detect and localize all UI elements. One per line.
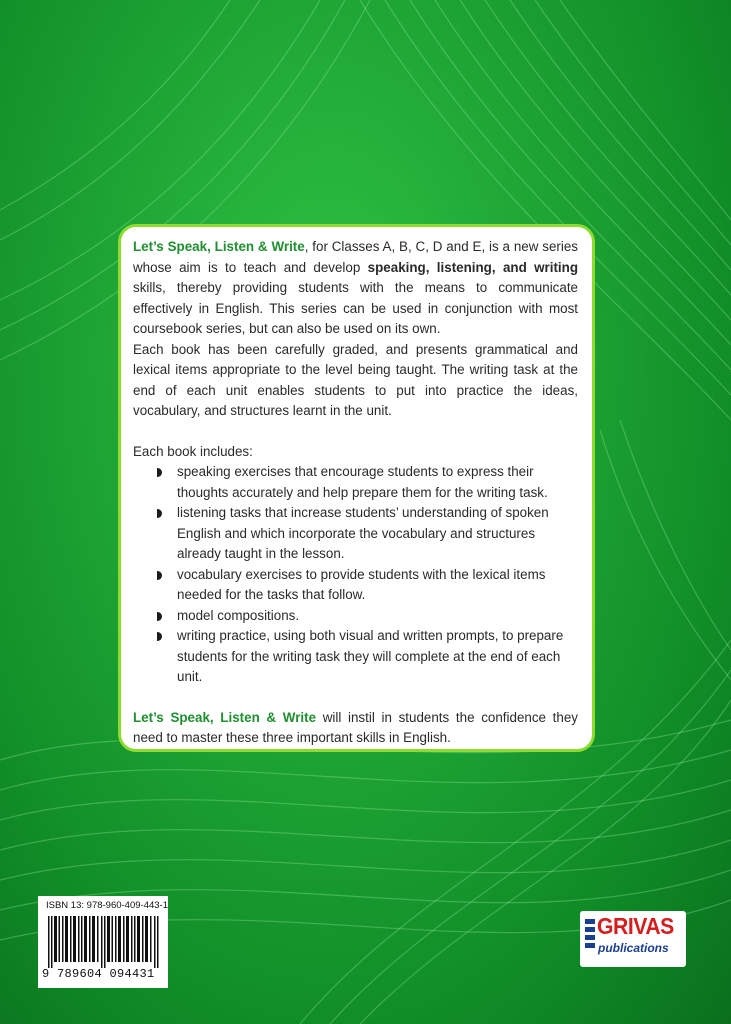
isbn-barcode-box bbox=[38, 896, 168, 988]
skills-bold: speaking, listening, and writing bbox=[367, 259, 578, 275]
list-item: writing practice, using both visual and written prompts, to prepare students for the writing task they will complete at the end of each unit. bbox=[157, 626, 578, 688]
includes-heading: Each book includes: bbox=[133, 443, 253, 459]
bullet-icon bbox=[157, 509, 162, 518]
publisher-mark-icon bbox=[585, 919, 597, 953]
intro-paragraph: Let’s Speak, Listen & Write, for Classes A, B, C, D and E, is a new series whose aim is to teach and develop speaking, listening, and writing skills, thereby providing students with the means to communicate effectively in English. This series can be used in conjunction with most coursebook series, but can also be used on its own. bbox=[133, 239, 578, 336]
series-title-closing: Let’s Speak, Listen & Write bbox=[133, 709, 317, 725]
publisher-sub: publications bbox=[598, 941, 669, 955]
barcode-icon bbox=[48, 916, 160, 968]
list-item: vocabulary exercises to provide students with the lexical items needed for the tasks that follow. bbox=[157, 565, 578, 606]
barcode-digits: 9 789604 094431 bbox=[42, 967, 155, 981]
list-item: listening tasks that increase students’ understanding of spoken English and which incorporate the vocabulary and structures already taught in the lesson. bbox=[157, 503, 578, 565]
list-item: model compositions. bbox=[157, 606, 578, 627]
bullet-icon bbox=[157, 468, 162, 477]
bullet-icon bbox=[157, 632, 162, 641]
series-title: Let’s Speak, Listen & Write bbox=[133, 239, 305, 254]
list-item: speaking exercises that encourage students to express their thoughts accurately and help prepare them for the writing task. bbox=[157, 462, 578, 503]
closing-paragraph: Let’s Speak, Listen & Write will instil in students the confidence they need to master these three important skills in English. bbox=[133, 709, 578, 745]
publisher-name: GRIVAS bbox=[597, 913, 674, 939]
isbn-label: ISBN 13: 978-960-409-443-1 bbox=[46, 900, 168, 911]
description-panel bbox=[118, 224, 595, 752]
features-list bbox=[133, 462, 578, 688]
bullet-icon bbox=[157, 612, 162, 621]
grading-paragraph: Each book has been carefully graded, and presents grammatical and lexical items appropriate to the level being taught. The writing task at the end of each unit enables students to put into practice the ideas, vocabulary, and structures learnt in the unit. bbox=[133, 341, 578, 418]
publisher-logo bbox=[580, 911, 686, 967]
bullet-icon bbox=[157, 571, 162, 580]
